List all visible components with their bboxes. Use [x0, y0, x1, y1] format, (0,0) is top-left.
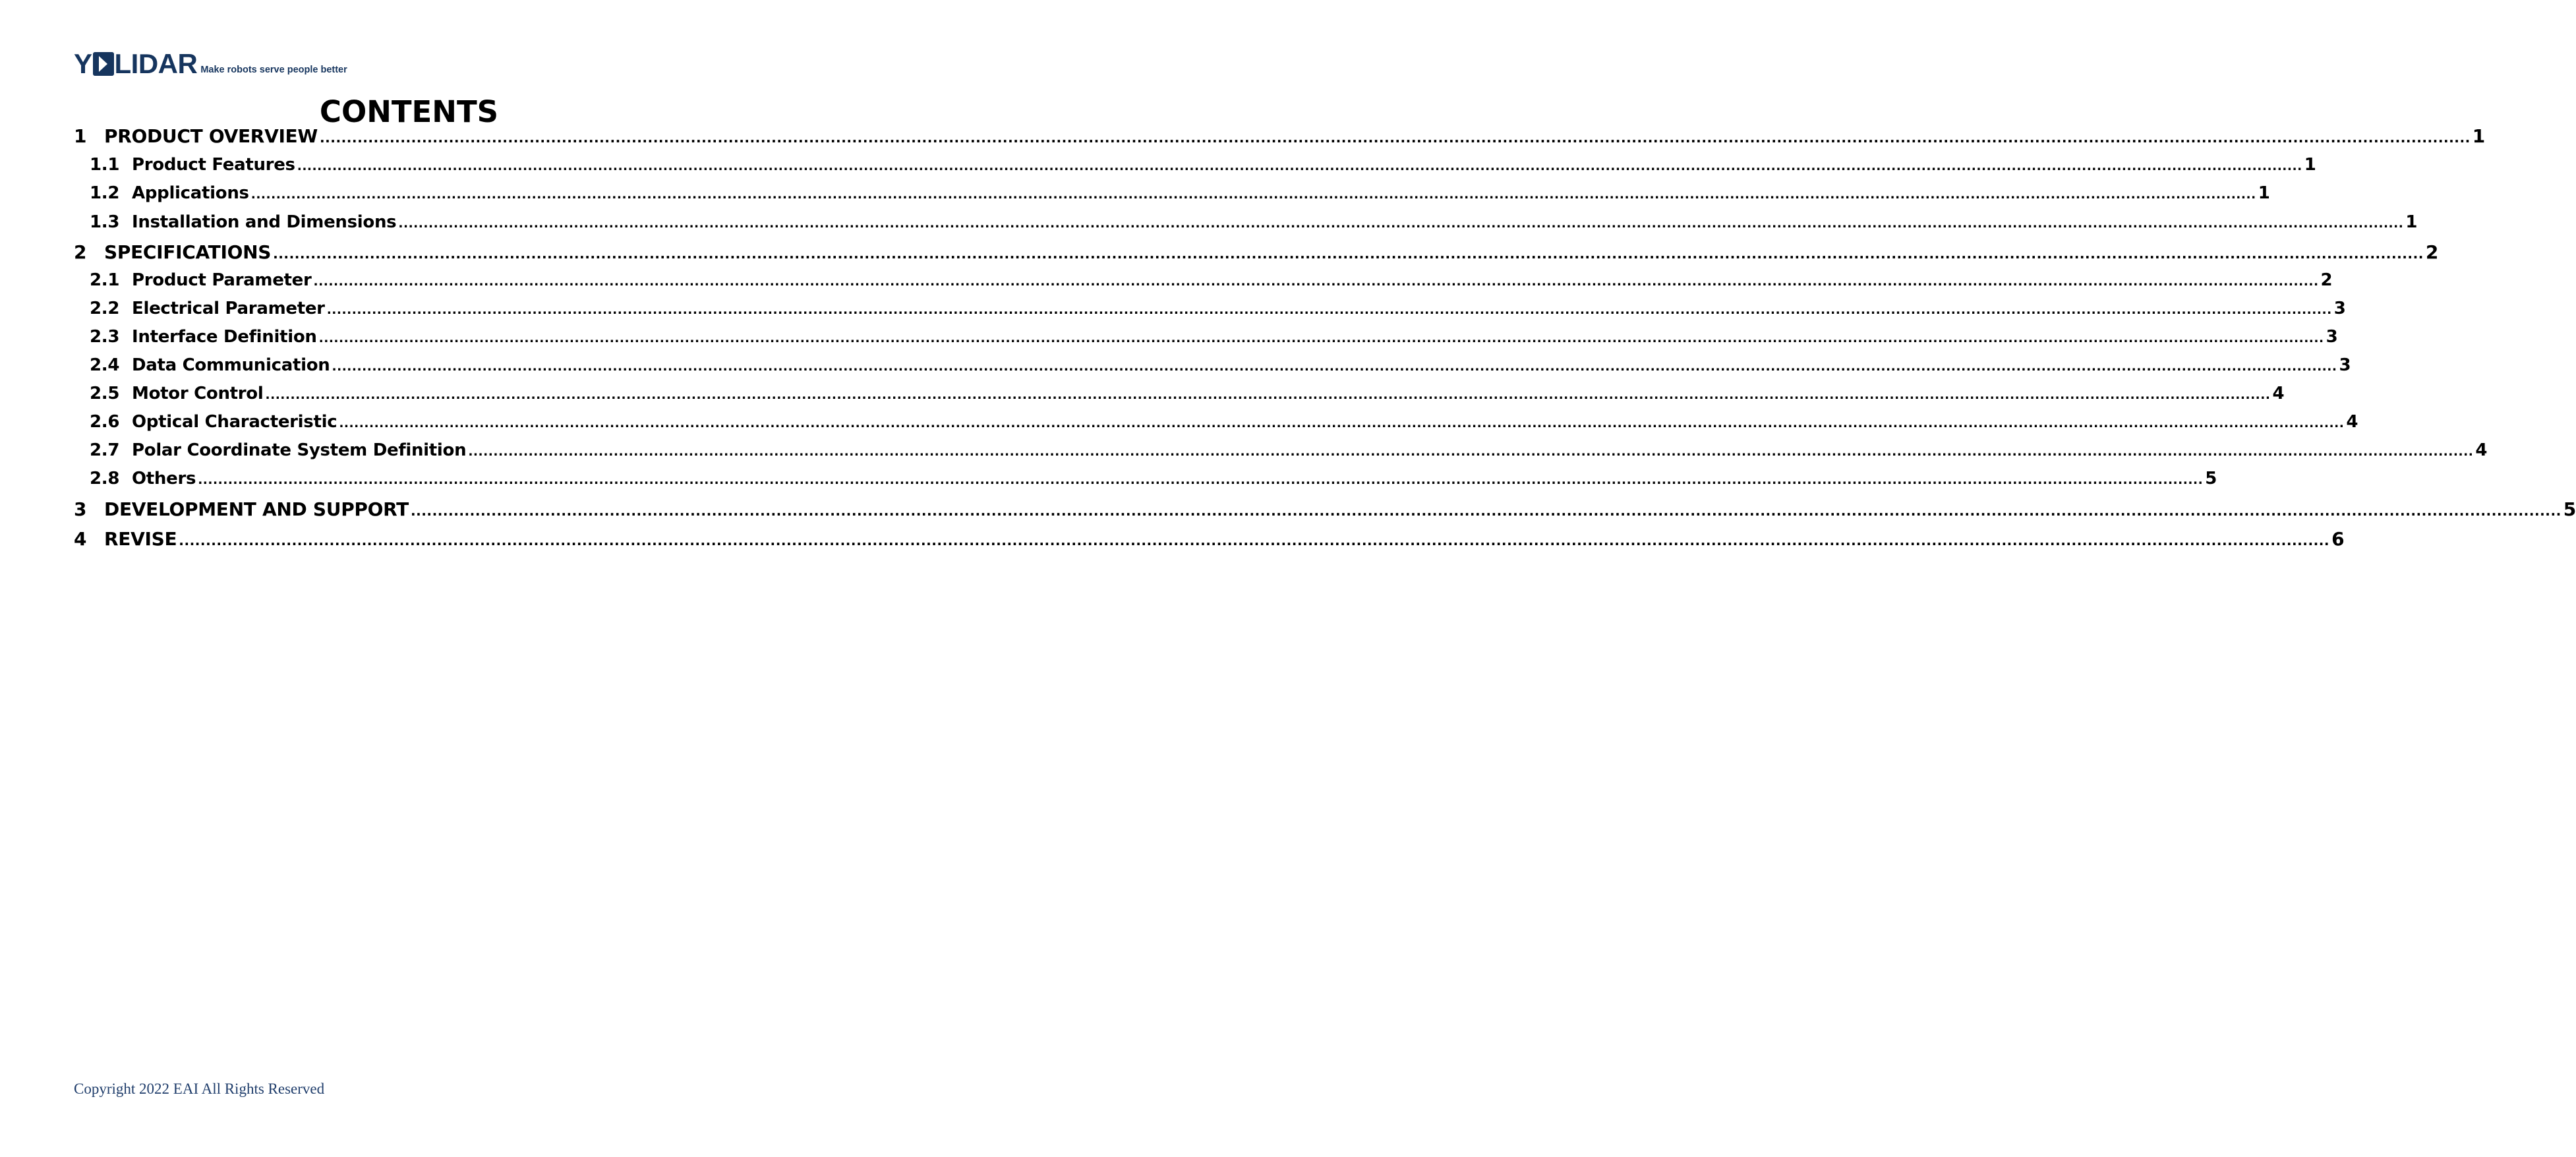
toc-entry-number: 3	[74, 498, 87, 520]
toc-entry-title: Installation and Dimensions	[132, 212, 397, 232]
toc-dot-leader: ................................................................................................................................................................................................................................................................................................................................................................................................................	[297, 160, 2302, 173]
toc-entry-title: Polar Coordinate System Definition	[132, 440, 467, 460]
toc-dot-leader: ................................................................................................................................................................................................................................................................................................................................................................................................................	[319, 130, 2471, 146]
toc-entry[interactable]	[74, 498, 2576, 522]
toc-entry-number: 1.2	[90, 183, 120, 203]
toc-dot-leader: ................................................................................................................................................................................................................................................................................................................................................................................................................	[179, 533, 2330, 549]
toc-entry-page-number: 4	[2475, 440, 2488, 460]
toc-entry[interactable]	[90, 327, 2338, 351]
toc-entry-page-number: 5	[2205, 469, 2217, 489]
toc-entry-number: 2.3	[90, 327, 120, 347]
toc-entry-number: 2.2	[90, 299, 120, 318]
toc-entry-number: 2.7	[90, 440, 120, 460]
toc-entry-page-number: 1	[2258, 183, 2270, 203]
toc-entry[interactable]	[90, 270, 2333, 294]
toc-entry-page-number: 6	[2331, 528, 2345, 550]
toc-entry-page-number: 2	[2320, 270, 2333, 290]
toc-entry-number: 2.6	[90, 412, 120, 432]
toc-entry-title: Motor Control	[132, 384, 264, 403]
toc-entry-number: 1.3	[90, 212, 120, 232]
toc-entry-page-number: 5	[2563, 498, 2576, 520]
toc-dot-leader: ................................................................................................................................................................................................................................................................................................................................................................................................................	[313, 275, 2319, 289]
toc-entry-title: Optical Characteristic	[132, 412, 337, 432]
toc-dot-leader: ................................................................................................................................................................................................................................................................................................................................................................................................................	[273, 246, 2424, 262]
toc-entry-title: Product Features	[132, 155, 295, 175]
toc-entry-page-number: 3	[2326, 327, 2338, 347]
toc-entry-number: 2.4	[90, 355, 120, 375]
toc-entry[interactable]	[90, 299, 2346, 322]
toc-entry-title: Product Parameter	[132, 270, 312, 290]
toc-entry[interactable]	[90, 384, 2285, 407]
toc-entry-title: Data Communication	[132, 355, 330, 375]
toc-entry-number: 2.1	[90, 270, 120, 290]
toc-entry-page-number: 3	[2333, 299, 2346, 318]
toc-entry[interactable]	[90, 155, 2316, 179]
toc-entry-page-number: 1	[2405, 212, 2418, 232]
toc-entry[interactable]	[90, 469, 2217, 492]
toc-entry-number: 4	[74, 528, 87, 550]
toc-dot-leader: ................................................................................................................................................................................................................................................................................................................................................................................................................	[339, 417, 2345, 430]
toc-entry-title: DEVELOPMENT AND SUPPORT	[104, 498, 409, 520]
toc-dot-leader: ................................................................................................................................................................................................................................................................................................................................................................................................................	[250, 188, 2256, 202]
toc-dot-leader: ................................................................................................................................................................................................................................................................................................................................................................................................................	[410, 503, 2561, 519]
toc-entry-page-number: 4	[2272, 384, 2285, 403]
logo-letters-lidar: LIDAR	[114, 48, 198, 79]
toc-dot-leader: ................................................................................................................................................................................................................................................................................................................................................................................................................	[398, 217, 2404, 231]
toc-entry[interactable]	[90, 212, 2418, 236]
toc-entry[interactable]	[74, 241, 2439, 265]
toc-entry-title: Interface Definition	[132, 327, 317, 347]
toc-entry[interactable]	[90, 412, 2358, 436]
toc-dot-leader: ................................................................................................................................................................................................................................................................................................................................................................................................................	[265, 388, 2271, 402]
toc-entry-page-number: 1	[2472, 125, 2485, 147]
toc-entry-number: 2.5	[90, 384, 120, 403]
toc-entry[interactable]	[74, 125, 2485, 149]
toc-entry-page-number: 1	[2304, 155, 2316, 175]
toc-entry[interactable]	[90, 183, 2270, 207]
toc-entry-title: Electrical Parameter	[132, 299, 325, 318]
toc-entry[interactable]	[74, 528, 2345, 552]
toc-dot-leader: ................................................................................................................................................................................................................................................................................................................................................................................................................	[198, 473, 2204, 487]
toc-entry-title: Others	[132, 469, 196, 489]
toc-dot-leader: ................................................................................................................................................................................................................................................................................................................................................................................................................	[468, 445, 2474, 459]
toc-entry-title: Applications	[132, 183, 249, 203]
toc-entry-page-number: 3	[2339, 355, 2351, 375]
toc-entry-number: 1	[74, 125, 87, 147]
toc-entry-number: 2.8	[90, 469, 120, 489]
logo-tagline: Make robots serve people better	[200, 65, 347, 75]
toc-entry-page-number: 4	[2346, 412, 2358, 432]
toc-entry-title: SPECIFICATIONS	[104, 241, 272, 263]
page-title: CONTENTS	[319, 94, 499, 129]
toc-entry-title: REVISE	[104, 528, 177, 550]
toc-entry[interactable]	[90, 440, 2488, 464]
footer-copyright: Copyright 2022 EAI All Rights Reserved	[74, 1081, 325, 1097]
toc-dot-leader: ................................................................................................................................................................................................................................................................................................................................................................................................................	[332, 360, 2337, 374]
logo-letter-y: Y	[74, 48, 92, 79]
toc-entry-number: 1.1	[90, 155, 120, 175]
toc-entry-page-number: 2	[2425, 241, 2439, 263]
toc-entry[interactable]	[90, 355, 2351, 379]
toc-dot-leader: ................................................................................................................................................................................................................................................................................................................................................................................................................	[326, 303, 2332, 317]
toc-dot-leader: ................................................................................................................................................................................................................................................................................................................................................................................................................	[318, 332, 2324, 345]
toc-entry-title: PRODUCT OVERVIEW	[104, 125, 318, 147]
toc-entry-number: 2	[74, 241, 87, 263]
